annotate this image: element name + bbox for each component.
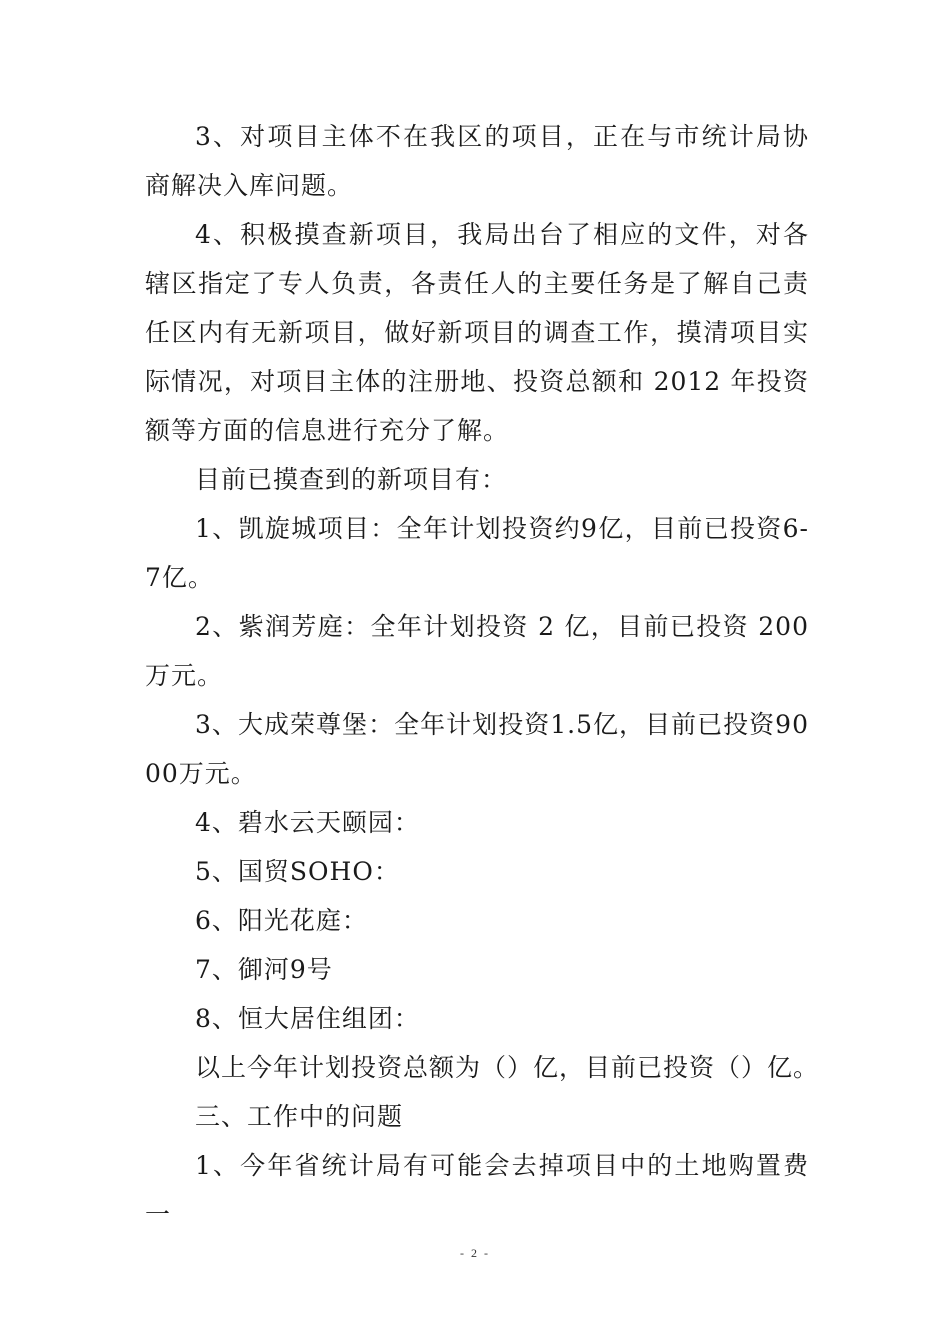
page-number: - 2 - xyxy=(460,1246,490,1260)
summary-line: 以上今年计划投资总额为（）亿，目前已投资（）亿。 xyxy=(195,1053,820,1082)
paragraph: 2、紫润芳庭：全年计划投资 2 亿，目前已投资 200 万元。 xyxy=(145,612,809,690)
paragraph: 3、大成荣尊堡：全年计划投资1.5亿，目前已投资9000万元。 xyxy=(145,710,809,788)
list-item: 7、御河9号 xyxy=(195,955,333,984)
paragraph: 3、对项目主体不在我区的项目，正在与市统计局协商解决入库问题。 xyxy=(145,122,809,200)
paragraph: 4、积极摸查新项目，我局出台了相应的文件，对各辖区指定了专人负责，各责任人的主要任务是了解自己责任区内有无新项目，做好新项目的调查工作，摸清项目实际情况，对项目主体的注册地、投资总额和 2012 年投资额等方面的信息进行充分了解。 xyxy=(145,220,809,445)
section-heading: 三、工作中的问题 xyxy=(195,1102,404,1131)
paragraph: 1、今年省统计局有可能会去掉项目中的土地购置费一 xyxy=(145,1151,809,1229)
paragraph: 目前已摸查到的新项目有： xyxy=(195,465,508,494)
document-body xyxy=(145,112,820,1239)
list-item: 6、阳光花庭： xyxy=(195,906,368,935)
list-item: 8、恒大居住组团： xyxy=(195,1004,420,1033)
list-item: 5、国贸SOHO： xyxy=(195,857,400,886)
list-item: 4、碧水云天颐园： xyxy=(195,808,420,837)
paragraph: 1、凯旋城项目：全年计划投资约9亿，目前已投资6-7亿。 xyxy=(145,514,809,592)
